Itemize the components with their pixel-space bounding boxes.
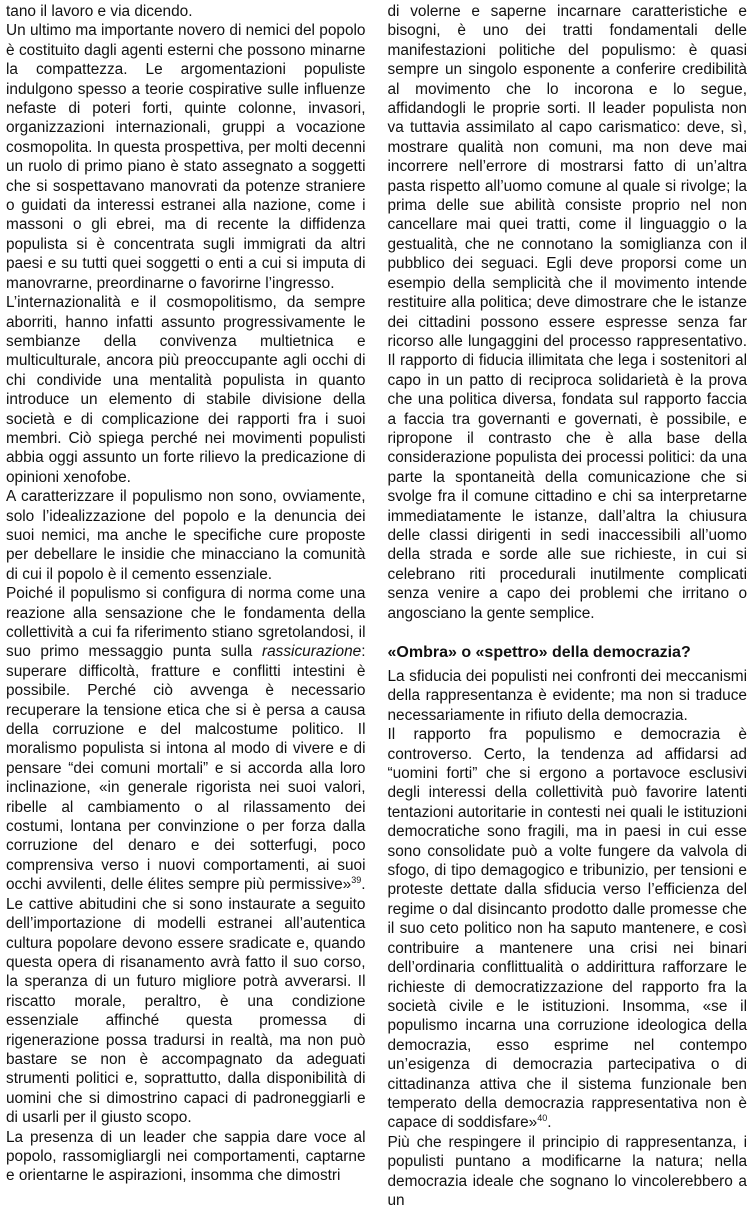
paragraph: Un ultimo ma importante novero di nemici del popolo è costituito dagli agenti esterni che possono minarne la compattezza. Le argomentazioni populiste indulgono spesso a teorie cospirative sulle influenze nefaste di poteri forti, quinte colonne, invasori, organizzazioni internazionali, gruppi a vocazione cosmopolita. In questa prospettiva, per molti decenni un ruolo di primo piano è stato assegnato a soggetti che si sospettavano manovrati da potenze straniere o guidati da interessi estranei alla nazione, come i massoni o gli ebrei, ma di recente la diffidenza populista si è concentrata sugli immigrati da altri paesi e su tutti quei soggetti o enti a cui si imputa di manovrarne, preordinarne o favorirne l’ingresso. — [6, 22, 366, 292]
paragraph: tano il lavoro e via dicendo. — [6, 3, 193, 20]
paragraph: L’internazionalità e il cosmopolitismo, da sempre aborriti, hanno infatti assunto progressivamente le sembianze della convivenza multietnica e multiculturale, ancora più preoccupante agli occhi di chi condivide una mentalità populista in quanto introduce un elemento di stabile divisione della società e di complicazione dei rapporti fra i suoi membri. Ciò spiega perché nei movimenti populisti abbia oggi assunto un forte rilievo la predicazione di opinioni xenofobe. — [6, 294, 366, 486]
paragraph: Più che respingere il principio di rappresentanza, i populisti puntano a modificarne la natura; nella democrazia ideale che sognano lo vincolerebbero a un — [387, 1133, 747, 1209]
paragraph: di volerne e saperne incarnare caratteristiche e bisogni, è uno dei tratti fondamentali delle manifestazioni politiche del populismo: è quasi sempre un singolo esponente a conferire credibilità al movimento che lo incorona e lo segue, affidandogli le proprie sorti. Il leader populista non va tuttavia assimilato al capo carismatico: deve, sì, mostrare qualità non comuni, ma non deve mai incorrere nell’errore di mostrarsi fatto di un’altra pasta rispetto all’uomo comune al quale si rivolge; la prima delle sue abilità consiste proprio nel non cancellare mai quei tratti, come il linguaggio o la gestualità, che ne connotano la somiglianza con il pubblico dei seguaci. Egli deve proporsi come un esempio della semplicità che il movimento intende restituire alla politica; deve dimostrare che le istanze dei cittadini possono essere espresse senza far ricorso alle lungaggini del processo rappresentativo. Il rapporto di fiducia illimitata che lega i sostenitori al capo in un patto di reciproca solidarietà è la prova che una politica diversa, fondata sul rapporto faccia a faccia tra governanti e governati, è possibile, e ripropone il contrasto che è alla base della considerazione populista dei processi politici: da una parte la spontaneità della comunicazione che si svolge fra il comune cittadino e chi sa interpretarne immediatamente le istanze, dall’altra la chiusura delle classi dirigenti in sedi inaccessibili all’uomo della strada e sorde alle sue richieste, in cui si celebrano riti procedurali inutilmente complicati senza venire a capo dei problemi che irritano o angosciano la gente semplice. — [387, 3, 747, 622]
text-run: : superare difficoltà, fratture e conflitti intestini è possibile. Perché ciò avvenga è necessario recuperare la tensione etica che si è persa a causa della corruzione e del malcostume politico. Il moralismo populista si intona al modo di vivere e di pensare “dei comuni mortali” e si accorda alla loro inclinazione, «in generale rigorista nei suoi valori, ribelle al cambiamento o al rilassamento dei costumi, lontana per convinzione o per forza dalla corruzione del denaro e dei sotterfugi, poco comprensiva verso i nuovi comportamenti, ai suoi occhi avvilenti, delle élites sempre più permissive» — [6, 643, 366, 894]
text-run: Poiché il populismo si configura di norma come una reazione alla sensazione che le fondamenta della collettività a cui fa riferimento stiano sgretolandosi, il suo primo messaggio punta sulla — [6, 585, 366, 661]
footnote-ref: 40 — [537, 1113, 548, 1124]
footnote-ref: 39 — [351, 875, 362, 886]
text-run: . Le cattive abitudini che si sono instaurate a seguito dell’importazione di modelli estranei all’autentica cultura popolare devono essere sradicate e, quando questa opera di risanamento avrà fatto il suo corso, la speranza di un futuro migliore potrà avverarsi. Il riscatto morale, peraltro, è una condizione essenziale affinché questa promessa di rigenerazione possa tradursi in realtà, ma non può bastare se non è accompagnato da adeguati strumenti politici e, soprattutto, dalla disponibilità di uomini che si dimostrino capaci di padroneggiarli e di usarli per il giusto scopo. — [6, 876, 366, 1127]
left-column — [6, 2, 366, 1185]
paragraph: La sfiducia dei populisti nei confronti dei meccanismi della rappresentanza è evidente; ma non si traduce necessariamente in rifiuto della democrazia. — [387, 668, 747, 724]
right-column — [387, 2, 748, 1209]
paragraph: A caratterizzare il populismo non sono, ovviamente, solo l’idealizzazione del popolo e la denuncia dei suoi nemici, ma anche le specifiche cure proposte per debellare le insidie che minacciano la comunità di cui il popolo è il cemento essenziale. — [6, 488, 366, 583]
section-heading: «Ombra» o «spettro» della democrazia? — [387, 644, 691, 661]
paragraph — [6, 584, 366, 1127]
text-run: Il rapporto fra populismo e democrazia è controverso. Certo, la tendenza ad affidarsi ad “uomini forti” che si ergono a portavoce esclusivi degli interessi della collettività può favorire latenti tentazioni autoritarie in contesti nei quali le istituzioni democratiche sono fragili, ma in paesi in cui esse sono consolidate può a volte fungere da valvola di sfogo, di tipo demagogico e tribunizio, per tensioni e proteste dettate dalla sfiducia verso l’efficienza del regime o dal disincanto prodotto dalle promesse che il suo ceto politico non ha saputo mantenere, e così contribuire a mantenere una crisi nei binari dell’ordinaria conflittualità o addirittura rafforzare le richieste di democratizzazione del rapporto fra la società civile e le istituzioni. Insomma, «se il populismo incarna una corruzione ideologica della democrazia, esso esprime nel contempo un’esigenza di democrazia partecipativa o di cittadinanza attiva che il sistema funzionale ben temperato della democrazia rappresentativa non è capace di soddisfare» — [387, 726, 747, 1132]
paragraph: La presenza di un leader che sappia dare voce al popolo, rassomigliargli nei comportamenti, captarne e orientarne le aspirazioni, insomma che dimostri — [6, 1128, 366, 1185]
emphasis: rassicurazione — [261, 643, 362, 661]
paragraph — [388, 725, 748, 1133]
text-run: . — [547, 1114, 552, 1132]
